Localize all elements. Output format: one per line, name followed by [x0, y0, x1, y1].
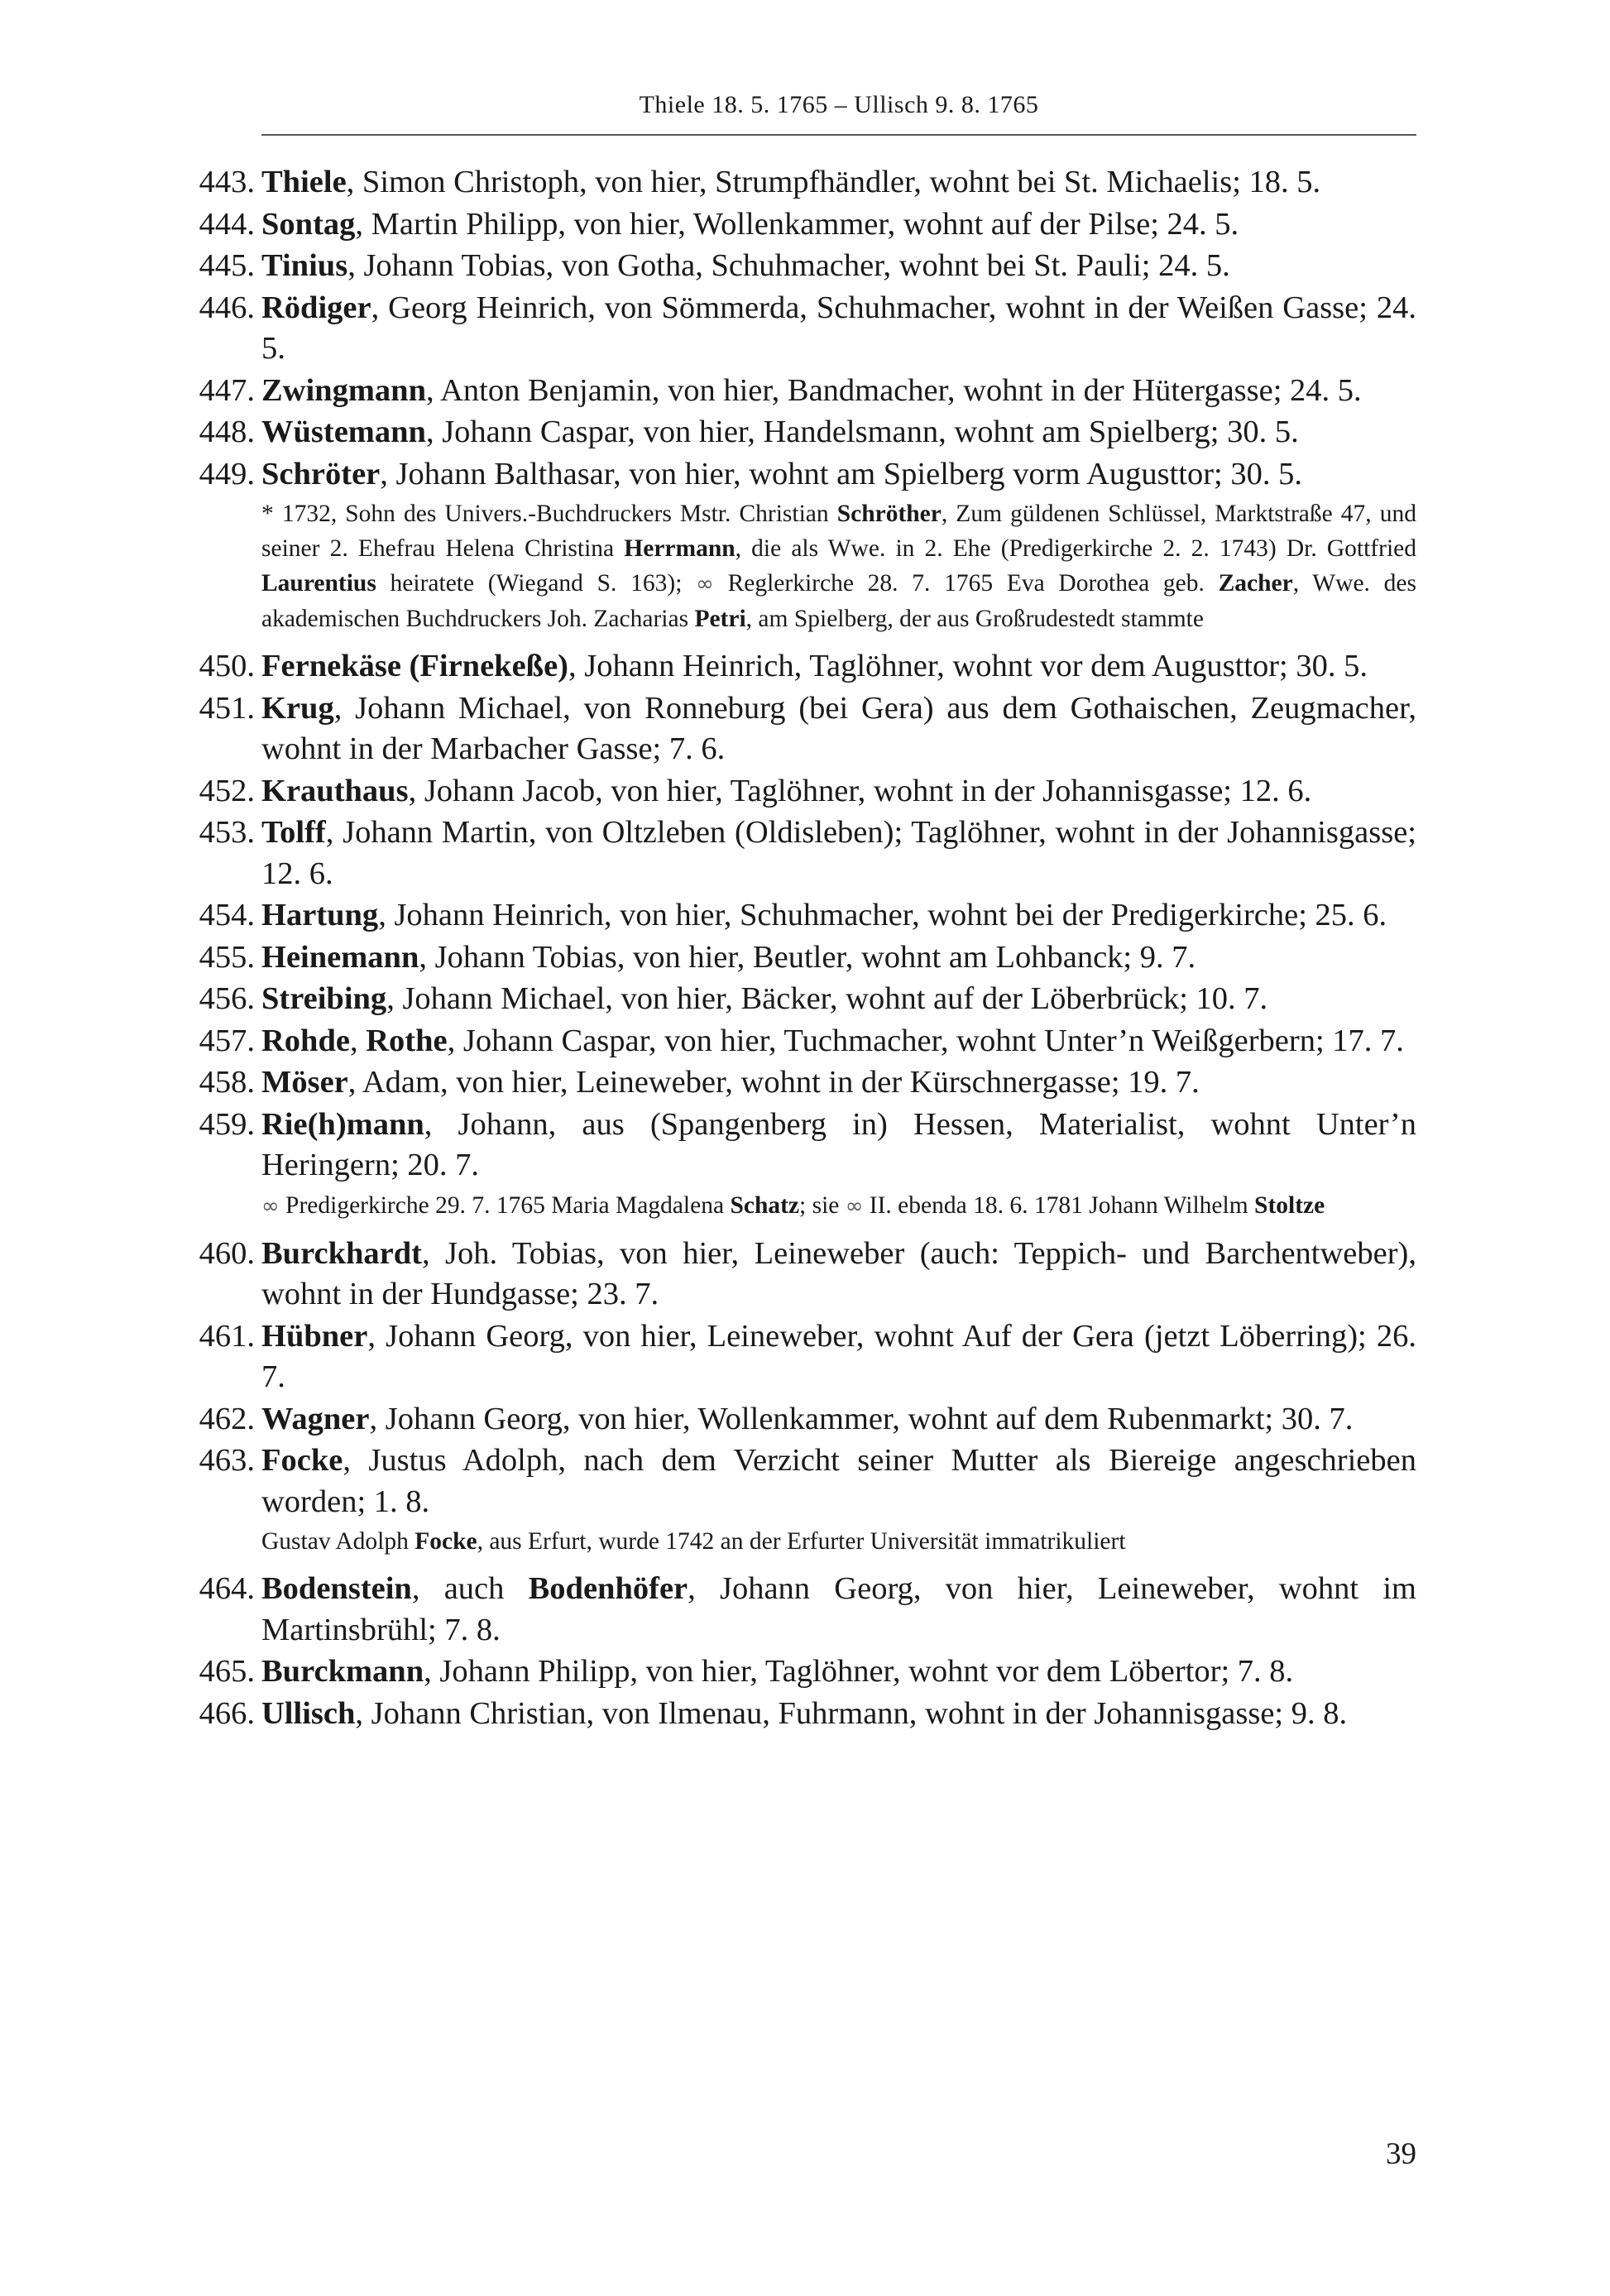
- entry-number: 445.: [199, 248, 255, 283]
- register-entry: [200, 162, 1416, 204]
- entry-text: , Martin Philipp, von hier, Wollenkammer, wohnt auf der Pilse; 24. 5.: [355, 206, 1239, 242]
- entry-surname: Sontag: [261, 206, 356, 242]
- page-number: 39: [1386, 2137, 1416, 2171]
- register-entry: [200, 771, 1416, 812]
- entry-surname: Hübner: [261, 1318, 368, 1354]
- entry-number: 446.: [199, 290, 255, 325]
- entry-text: , Georg Heinrich, von Sömmerda, Schuhmacher, wohnt in der Weißen Gasse; 24. 5.: [261, 290, 1416, 366]
- entry-text: ; sie: [799, 1191, 846, 1219]
- entry-surname: Bodenhöfer: [528, 1571, 688, 1606]
- entry-text: * 1732, Sohn des Univers.-Buchdruckers Mstr. Christian: [261, 501, 837, 527]
- entry-text: heiratete (Wiegand S. 163);: [376, 570, 697, 597]
- entry-text: , auch: [411, 1571, 529, 1606]
- entry-surname: Rie(h)mann: [261, 1106, 424, 1142]
- register-entry: [200, 688, 1416, 770]
- entry-number: 459.: [199, 1106, 255, 1142]
- entry-text: , Johann, aus (Spangenberg in) Hessen, Materialist, wohnt Unter’n Heringern; 20. 7.: [261, 1106, 1416, 1182]
- entry-note: [261, 1524, 1416, 1559]
- entry-number: 455.: [199, 939, 255, 975]
- register-entry: [200, 371, 1416, 412]
- entry-surname: Burckhardt: [261, 1235, 422, 1271]
- entry-text: , Johann Balthasar, von hier, wohnt am Spielberg vorm Augusttor; 30. 5.: [380, 456, 1302, 491]
- entry-list: [200, 162, 1416, 1735]
- entry-surname: Herrmann: [624, 535, 736, 562]
- marriage-symbol-icon: ∞: [696, 572, 714, 597]
- entry-number: 448.: [199, 415, 255, 449]
- entry-surname: Stoltze: [1254, 1191, 1325, 1219]
- entry-number: 465.: [199, 1654, 255, 1689]
- entry-surname: Zwingmann: [261, 372, 426, 408]
- entry-number: 444.: [199, 206, 255, 242]
- entry-text: , Simon Christoph, von hier, Strumpfhändler, wohnt bei St. Michaelis; 18. 5.: [346, 165, 1321, 199]
- register-entry: [200, 646, 1416, 688]
- register-entry: [200, 1234, 1416, 1316]
- register-entry: [200, 812, 1416, 894]
- register-entry: [200, 895, 1416, 937]
- entry-number: 460.: [199, 1235, 255, 1271]
- entry-number: 453.: [199, 815, 255, 850]
- entry-surname: Burckmann: [261, 1654, 424, 1689]
- entry-text: , Johann Heinrich, von hier, Schuhmacher, wohnt bei der Predigerkirche; 25. 6.: [378, 898, 1387, 932]
- entry-number: 461.: [199, 1318, 255, 1354]
- entry-number: 452.: [199, 773, 255, 808]
- entry-text: , Johann Georg, von hier, Wollenkammer, wohnt auf dem Rubenmarkt; 30. 7.: [369, 1401, 1354, 1436]
- register-entry: [200, 1440, 1416, 1522]
- register-entry: [200, 204, 1416, 246]
- entry-surname: Schröter: [261, 456, 381, 491]
- register-entry: [200, 937, 1416, 979]
- entry-surname: Laurentius: [261, 570, 376, 597]
- entry-surname: Wüstemann: [261, 415, 426, 449]
- entry-surname: Bodenstein: [261, 1571, 412, 1606]
- register-entry: [200, 454, 1416, 496]
- entry-text: , Justus Adolph, nach dem Verzicht seiner Mutter als Biereige angeschrieben worden; 1. 8.: [261, 1443, 1416, 1519]
- entry-surname: Focke: [414, 1528, 477, 1555]
- entry-text: , die als Wwe. in 2. Ehe (Predigerkirche 2. 2. 1743) Dr. Gottfried: [735, 535, 1416, 562]
- entry-surname: Petri: [694, 606, 746, 632]
- entry-text: Gustav Adolph: [261, 1528, 415, 1555]
- entry-surname: Schröther: [836, 501, 942, 527]
- running-header: Thiele 18. 5. 1765 – Ullisch 9. 8. 1765: [639, 91, 1039, 118]
- entry-text: Reglerkirche 28. 7. 1765 Eva Dorothea geb.: [713, 570, 1219, 597]
- entry-note: [261, 1188, 1416, 1224]
- entry-number: 447.: [199, 372, 255, 408]
- register-entry: [200, 1651, 1416, 1693]
- entry-surname: Wagner: [261, 1401, 370, 1436]
- entry-surname: Tolff: [261, 815, 326, 850]
- entry-number: 454.: [199, 898, 255, 932]
- register-entry: [200, 1105, 1416, 1186]
- register-entry: [200, 1062, 1416, 1104]
- entry-surname: Rohde: [261, 1023, 350, 1058]
- entry-text: , am Spielberg, der aus Großrudestedt stammte: [745, 606, 1204, 632]
- entry-text: , Adam, von hier, Leineweber, wohnt in der Kürschnergasse; 19. 7.: [347, 1065, 1200, 1100]
- entry-text: , Zum güldenen Schlüssel, Marktstraße 47, und seiner 2. Ehefrau Helena Christina: [261, 501, 1416, 562]
- entry-surname: Tinius: [261, 248, 348, 283]
- entry-surname: Zacher: [1218, 570, 1293, 597]
- register-entry: [200, 1021, 1416, 1062]
- entry-number: 443.: [199, 165, 255, 199]
- entry-surname: Rödiger: [261, 290, 371, 325]
- entry-number: 451.: [199, 690, 255, 726]
- entry-surname: Thiele: [261, 165, 347, 199]
- entry-surname: Rothe: [366, 1023, 448, 1058]
- entry-text: , Johann Jacob, von hier, Taglöhner, wohnt in der Johannisgasse; 12. 6.: [408, 773, 1312, 808]
- entry-text: , Joh. Tobias, von hier, Leineweber (auch: Teppich- und Barchentweber), wohnt in der Hundgasse; 23. 7.: [261, 1235, 1416, 1311]
- register-entry: [200, 412, 1416, 453]
- entry-text: Predigerkirche 29. 7. 1765 Maria Magdalena: [279, 1191, 731, 1219]
- register-entry: [200, 979, 1416, 1020]
- register-entry: [200, 1316, 1416, 1398]
- entry-text: , Johann Tobias, von Gotha, Schuhmacher, wohnt bei St. Pauli; 24. 5.: [347, 248, 1230, 283]
- entry-text: , Johann Michael, von Ronneburg (bei Gera) aus dem Gothaischen, Zeugmacher, wohnt in der Marbacher Gasse; 7. 6.: [261, 690, 1416, 766]
- entry-text: , Anton Benjamin, von hier, Bandmacher, wohnt in der Hütergasse; 24. 5.: [426, 372, 1362, 408]
- entry-text: , Johann Tobias, von hier, Beutler, wohnt am Lohbanck; 9. 7.: [419, 939, 1196, 975]
- header-rule: [261, 134, 1416, 136]
- entry-number: 458.: [199, 1065, 255, 1100]
- entry-number: 456.: [199, 981, 255, 1016]
- entry-surname: Krauthaus: [261, 773, 409, 808]
- entry-number: 449.: [199, 456, 255, 491]
- register-entry: [200, 1694, 1416, 1735]
- entry-text: , Johann Christian, von Ilmenau, Fuhrmann, wohnt in der Johannisgasse; 9. 8.: [355, 1695, 1348, 1731]
- register-entry: [200, 246, 1416, 287]
- entry-number: 462.: [199, 1401, 255, 1436]
- entry-note: [261, 496, 1416, 636]
- entry-text: ,: [349, 1023, 367, 1058]
- register-entry: [200, 1399, 1416, 1440]
- marriage-symbol-icon: ∞: [845, 1193, 864, 1219]
- entry-number: 463.: [199, 1443, 255, 1478]
- entry-surname: Ullisch: [261, 1695, 356, 1731]
- entry-surname: Krug: [261, 690, 334, 726]
- entry-number: 466.: [199, 1695, 255, 1731]
- register-entry: [200, 1569, 1416, 1651]
- entry-surname: Möser: [261, 1065, 348, 1100]
- entry-number: 457.: [199, 1023, 255, 1058]
- entry-text: , Johann Georg, von hier, Leineweber, wohnt Auf der Gera (jetzt Löberring); 26. 7.: [261, 1318, 1416, 1394]
- marriage-symbol-icon: ∞: [261, 1193, 280, 1219]
- entry-surname: Fernekäse (Firnekeße): [261, 649, 568, 683]
- entry-text: , Johann Heinrich, Taglöhner, wohnt vor dem Augusttor; 30. 5.: [568, 649, 1368, 683]
- entry-text: , Wwe. des akademischen Buchdruckers Joh. Zacharias: [261, 570, 1416, 632]
- entry-surname: Schatz: [730, 1191, 800, 1219]
- entry-text: , Johann Georg, von hier, Leineweber, wohnt im Martinsbrühl; 7. 8.: [261, 1571, 1416, 1647]
- register-entry: [200, 288, 1416, 370]
- entry-text: , aus Erfurt, wurde 1742 an der Erfurter Universität immatrikuliert: [477, 1528, 1126, 1555]
- entry-number: 450.: [199, 649, 255, 683]
- entry-text: , Johann Martin, von Oltzleben (Oldisleben); Taglöhner, wohnt in der Johannisgasse; 12. 6.: [261, 815, 1416, 891]
- entry-text: , Johann Caspar, von hier, Tuchmacher, wohnt Unter’n Weißgerbern; 17. 7.: [447, 1023, 1404, 1058]
- entry-surname: Hartung: [261, 898, 379, 932]
- entry-text: , Johann Michael, von hier, Bäcker, wohnt auf der Löberbrück; 10. 7.: [386, 981, 1268, 1016]
- entry-text: II. ebenda 18. 6. 1781 Johann Wilhelm: [863, 1191, 1255, 1219]
- entry-surname: Focke: [261, 1443, 343, 1478]
- entry-surname: Heinemann: [261, 939, 419, 975]
- entry-surname: Streibing: [261, 981, 387, 1016]
- entry-text: , Johann Caspar, von hier, Handelsmann, wohnt am Spielberg; 30. 5.: [425, 415, 1299, 449]
- entry-text: , Johann Philipp, von hier, Taglöhner, wohnt vor dem Löbertor; 7. 8.: [424, 1654, 1294, 1689]
- entry-number: 464.: [199, 1571, 255, 1606]
